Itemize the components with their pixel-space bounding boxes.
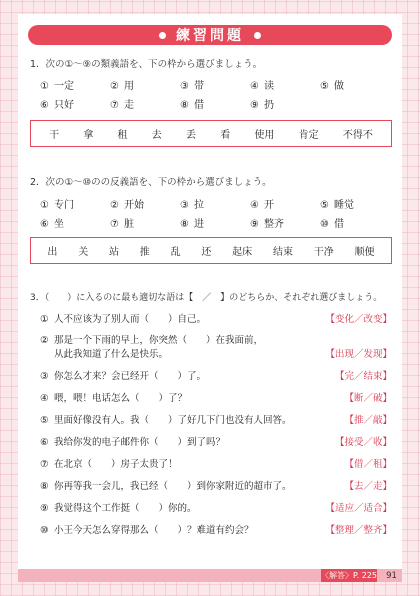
- q3-item: ⑤ 里面好像没有人。我（ ）了好几下门也没有人回答。: [40, 415, 292, 426]
- q3-item: ④ 喂，喂！电话怎么（ ）了？: [40, 393, 188, 404]
- word-choice: 丢: [185, 130, 196, 141]
- word-choice: 去: [151, 130, 162, 141]
- title-banner: [28, 25, 392, 45]
- q2-row-1: [40, 196, 390, 211]
- q3-choices: 【去／走】: [344, 481, 392, 492]
- q1-item: ① 一定: [40, 81, 74, 92]
- q3-item: ⑦ 在北京（ ）房子太贵了！: [40, 459, 178, 470]
- q2-item: ③ 拉: [180, 200, 204, 211]
- q1-word-bank: [30, 120, 392, 147]
- q2-item: ⑨ 整齐: [250, 219, 284, 230]
- q3-instruction: 3．（ ）に入るのに最も適切な語は【 ／ 】のどちらか、それぞれ選びましょう。: [30, 293, 383, 303]
- q2-instruction: 2．次の①～⑩のの反義語を、下の枠から選びましょう。: [30, 177, 272, 188]
- word-choice: 站: [108, 247, 119, 258]
- q3-item-continuation: 从此我知道了什么是快乐。: [54, 349, 169, 360]
- page-number: 91: [386, 570, 397, 581]
- q2-item: ⑦ 脏: [110, 219, 134, 230]
- q2-item: ⑥ 坐: [40, 219, 64, 230]
- word-choice: 出: [47, 247, 58, 258]
- word-choice: 顺便: [354, 247, 375, 258]
- q2-item: ⑧ 进: [180, 219, 204, 230]
- word-choice: 乱: [170, 247, 181, 258]
- word-choice: 不得不: [342, 130, 373, 141]
- q1-item: ③ 带: [180, 81, 204, 92]
- q3-choices: 【适应／适合】: [325, 503, 392, 514]
- word-choice: 看: [220, 130, 231, 141]
- word-choice: 使用: [254, 130, 275, 141]
- q2-item: ① 专门: [40, 200, 74, 211]
- q2-item: ④ 开: [250, 200, 274, 211]
- q2-item: ⑤ 睡觉: [320, 200, 354, 211]
- q3-choices: 【出现／发现】: [325, 349, 392, 360]
- q3-choices: 【断／破】: [344, 393, 392, 404]
- q3-item: ⑩ 小王今天怎么穿得那么（ ）？难道有约会？: [40, 525, 254, 536]
- q3-choices: 【借／租】: [344, 459, 392, 470]
- word-choice: 起床: [232, 247, 253, 258]
- q3-choices: 【完／结束】: [334, 371, 392, 382]
- q1-instruction: 1．次の①～⑨の類義語を、下の枠から選びましょう。: [30, 59, 263, 70]
- worksheet: [18, 14, 402, 582]
- q3-choices: 【变化／改变】: [325, 314, 392, 325]
- q2-item: ② 开始: [110, 200, 144, 211]
- q2-word-bank: [30, 237, 392, 264]
- q1-row-2: [40, 96, 390, 111]
- q3-item: ⑨ 我觉得这个工作挺（ ）你的。: [40, 503, 197, 514]
- q3-item: ① 人不应该为了别人而（ ）自己。: [40, 314, 207, 325]
- word-choice: 关: [78, 247, 89, 258]
- word-choice: 肯定: [298, 130, 319, 141]
- word-choice: 推: [139, 247, 150, 258]
- word-choice: 租: [117, 130, 128, 141]
- q1-item: ④ 读: [250, 81, 274, 92]
- answer-reference: 〈解答〉P. 225: [321, 571, 377, 580]
- q2-row-2: [40, 215, 390, 230]
- q1-item: ② 用: [110, 81, 134, 92]
- q3-item: ② 那是一个下雨的早上，你突然（ ）在我面前，: [40, 335, 264, 346]
- word-choice: 拿: [83, 130, 94, 141]
- q1-item: ⑤ 做: [320, 81, 344, 92]
- q3-choices: 【推／敲】: [344, 415, 392, 426]
- q2-item: ⑩ 借: [320, 219, 344, 230]
- q3-choices: 【接受／收】: [334, 437, 392, 448]
- q3-item: ⑥ 我给你发的电子邮件你（ ）到了吗？: [40, 437, 226, 448]
- page-title: 練習問題: [176, 28, 244, 44]
- q3-item: ⑧ 你再等我一会儿，我已经（ ）到你家附近的超市了。: [40, 481, 292, 492]
- q1-item: ⑨ 扔: [250, 100, 274, 111]
- word-choice: 干: [49, 130, 60, 141]
- q3-item: ③ 你怎么才来？会已经开（ ）了。: [40, 371, 207, 382]
- q1-item: ⑦ 走: [110, 100, 134, 111]
- q1-row-1: [40, 77, 390, 92]
- dot-icon: [254, 32, 261, 39]
- dot-icon: [159, 32, 166, 39]
- word-choice: 结束: [272, 247, 293, 258]
- q1-item: ⑥ 只好: [40, 100, 74, 111]
- word-choice: 干净: [313, 247, 334, 258]
- word-choice: 还: [201, 247, 212, 258]
- q3-choices: 【整理／整齐】: [325, 525, 392, 536]
- q1-item: ⑧ 借: [180, 100, 204, 111]
